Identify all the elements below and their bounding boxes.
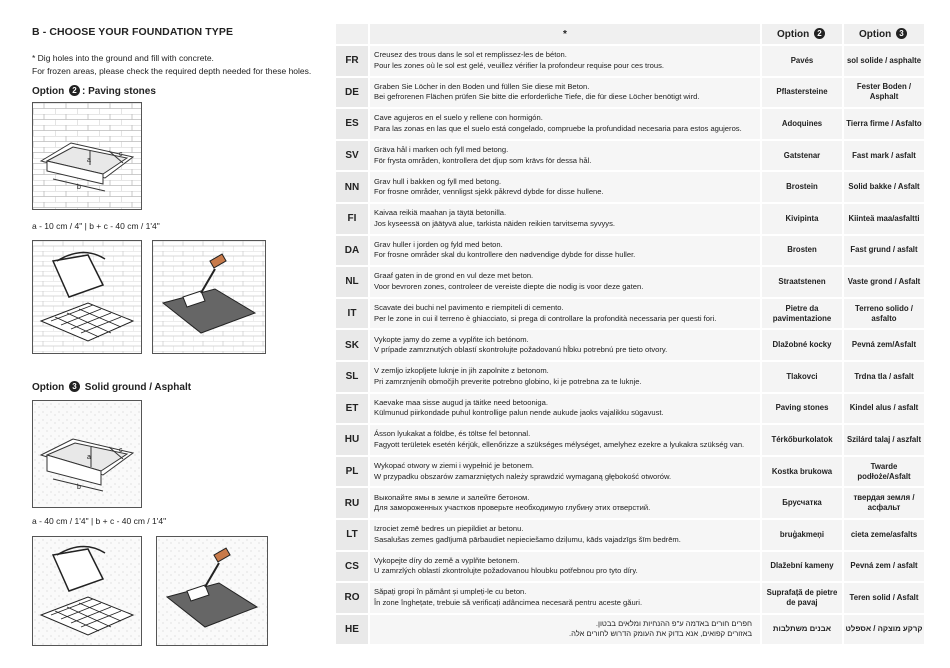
instruction-line-1: Vykopejte díry do země a vyplňte betonem. <box>374 555 520 565</box>
dim-c-label: c <box>119 151 123 158</box>
instruction-line-2: Pour les zones où le sol est gelé, veuillez vérifier la profondeur requise pour ces trous. <box>374 60 664 70</box>
pour-concrete-diagram <box>32 240 142 354</box>
lang-code: CS <box>336 551 369 583</box>
instruction-line-1: חפרים חורים באדמה ע"פ ההנחיות ומלאים בבטון. <box>595 618 752 628</box>
instruction-text <box>369 171 761 203</box>
option2-term: Brostein <box>761 171 843 203</box>
option3-term: Vaste grond / Asfalt <box>843 266 924 298</box>
option3-term: Solid bakke / Asfalt <box>843 171 924 203</box>
instruction-text <box>369 298 761 330</box>
note-line-1: * Dig holes into the ground and fill with concrete. <box>32 53 214 63</box>
option2-term: Брусчатка <box>761 487 843 519</box>
table-row <box>336 519 924 551</box>
option3-term: Teren solid / Asfalt <box>843 582 924 614</box>
instruction-line-2: Sasalušas zemes gadījumā pārbaudiet nepieciešamo dziļumu, kāds vajadzīgs šīm bedrēm. <box>374 534 681 544</box>
instruction-text <box>369 235 761 267</box>
table-header-row <box>336 24 924 45</box>
option2-dimensions: a - 10 cm / 4" | b + c - 40 cm / 1'4" <box>32 221 160 231</box>
instruction-text <box>369 266 761 298</box>
table-row <box>336 298 924 330</box>
lang-code: DE <box>336 77 369 109</box>
lang-code: HU <box>336 424 369 456</box>
lang-code: IT <box>336 298 369 330</box>
option2-term: Paving stones <box>761 393 843 425</box>
instruction-line-2: Per le zone in cui il terreno è ghiacciato, si prega di controllare la profondità necessaria per questi fori. <box>374 313 717 323</box>
table-row <box>336 424 924 456</box>
table-row <box>336 551 924 583</box>
instruction-line-2: באזורים קפואים, אנא בדוק את העומק הדרוש לחורים אלה. <box>569 629 752 639</box>
instruction-text <box>369 551 761 583</box>
option2-term: Dlažobné kocky <box>761 329 843 361</box>
instruction-text <box>369 203 761 235</box>
bucket-pour-illustration <box>33 241 141 353</box>
header-option2 <box>761 24 843 45</box>
option2-term: Térkőburkolatok <box>761 424 843 456</box>
instruction-text <box>369 519 761 551</box>
lang-code: HE <box>336 614 369 646</box>
instruction-line-2: Para las zonas en las que el suelo está congelado, compruebe la profundidad necesaria para estos agujeros. <box>374 123 742 133</box>
instruction-text <box>369 45 761 77</box>
option3-term: sol solide / asphalte <box>843 45 924 77</box>
option2-term: Adoquines <box>761 108 843 140</box>
option3-heading <box>32 381 191 393</box>
option2-badge: 2 <box>69 85 80 96</box>
table-row <box>336 140 924 172</box>
option2-label: : Paving stones <box>82 86 156 97</box>
lang-code: ET <box>336 393 369 425</box>
instruction-line-1: Scavate dei buchi nel pavimento e riempiteli di cemento. <box>374 303 564 313</box>
lang-code: NL <box>336 266 369 298</box>
note-line-2: For frozen areas, please check the required depth needed for these holes. <box>32 65 312 76</box>
instruction-text <box>369 614 761 646</box>
instruction-line-1: V zemljo izkopljete luknje in jih zapolnite z betonom. <box>374 366 549 376</box>
option3-term: Szilárd talaj / aszfalt <box>843 424 924 456</box>
instruction-line-2: Fagyott területek esetén kérjük, ellenőrizze a szükséges mélységet, amelyhez ezekre a lyukakra szükség van. <box>374 439 745 449</box>
instruction-line-1: Cave agujeros en el suelo y rellene con hormigón. <box>374 113 543 123</box>
lang-code: FR <box>336 45 369 77</box>
option2-term: Pietre da pavimentazione <box>761 298 843 330</box>
instruction-text <box>369 424 761 456</box>
option3-label: Solid ground / Asphalt <box>84 382 192 393</box>
header-option3 <box>843 24 924 45</box>
option2-term: Dlažební kameny <box>761 551 843 583</box>
trowel-illustration <box>153 241 265 353</box>
option3-term: Kindel alus / asfalt <box>843 393 924 425</box>
instruction-line-2: Bei gefrorenen Flächen prüfen Sie bitte die erforderliche Tiefe, die für diese Löcher benötigt wird. <box>374 92 700 102</box>
instruction-text <box>369 361 761 393</box>
table-row <box>336 361 924 393</box>
option3-term: Kiinteä maa/asfaltti <box>843 203 924 235</box>
instruction-line-2: For frosne områder, vennligst sjekk påkrevd dybde for disse hullene. <box>374 187 604 197</box>
instruction-text <box>369 77 761 109</box>
instruction-line-2: Voor bevroren zones, controleer de vereiste diepte die nodig is voor deze gaten. <box>374 281 644 291</box>
instruction-line-1: Vykopte jamy do zeme a vyplňte ich betónom. <box>374 334 529 344</box>
instruction-line-1: Выкопайте ямы в земле и залейте бетоном. <box>374 492 530 502</box>
lang-code: RO <box>336 582 369 614</box>
left-panel <box>32 26 332 77</box>
table-row <box>336 582 924 614</box>
solid-ground-hole-illustration <box>33 401 141 507</box>
lang-code: SV <box>336 140 369 172</box>
option2-prefix: Option <box>32 86 65 97</box>
dim-b-label-2: b <box>77 484 81 491</box>
paving-hole-illustration <box>33 103 141 209</box>
instruction-text <box>369 456 761 488</box>
option2-term: bruģakmeņi <box>761 519 843 551</box>
lang-code: SL <box>336 361 369 393</box>
option2-term: Straatstenen <box>761 266 843 298</box>
instruction-line-2: Pri zamrznjenih območjih preverite potrebno globino, ki je potrebna za te luknje. <box>374 376 642 386</box>
instruction-line-1: Grav huller i jorden og fyld med beton. <box>374 239 503 249</box>
dim-b-label: b <box>77 184 81 191</box>
option3-term: твердая земля / асфальт <box>843 487 924 519</box>
option3-term: Pevná zem / asfalt <box>843 551 924 583</box>
option3-term: קרקע מוצקה / אספלט <box>843 614 924 646</box>
lang-code: PL <box>336 456 369 488</box>
instruction-line-2: För frysta områden, kontrollera det djup som krävs för dessa hål. <box>374 155 592 165</box>
translation-table <box>336 24 924 646</box>
dim-c-label-2: c <box>119 447 123 454</box>
instruction-line-1: Izrociet zemē bedres un piepildiet ar betonu. <box>374 524 524 534</box>
option2-term: Gatstenar <box>761 140 843 172</box>
option3-dimensions: a - 40 cm / 1'4" | b + c - 40 cm / 1'4" <box>32 516 167 526</box>
bucket-pour-illustration-2 <box>33 537 141 645</box>
instruction-note <box>32 52 332 77</box>
instruction-line-1: Gräva hål i marken och fyll med betong. <box>374 145 509 155</box>
instruction-line-2: W przypadku obszarów zamarzniętych należy sprawdzić wymaganą głębokość otworów. <box>374 471 672 481</box>
lang-code: FI <box>336 203 369 235</box>
instruction-line-1: Wykopać otwory w ziemi i wypełnić je betonem. <box>374 461 534 471</box>
table-row <box>336 77 924 109</box>
instruction-line-2: Jos kyseessä on jäätyvä alue, tarkista näiden reikien tarvitsema syvyys. <box>374 218 615 228</box>
pour-concrete-diagram-2 <box>32 536 142 646</box>
instruction-line-1: Săpați gropi în pământ și umpleți-le cu beton. <box>374 587 527 597</box>
lang-code: SK <box>336 329 369 361</box>
table-row <box>336 266 924 298</box>
instruction-line-2: În zone înghețate, trebuie să verificați adâncimea necesară pentru aceste găuri. <box>374 597 643 607</box>
header-option3-label: Option <box>859 29 892 40</box>
instruction-line-1: Graaf gaten in de grond en vul deze met beton. <box>374 271 534 281</box>
option2-term: Kivipinta <box>761 203 843 235</box>
header-lang-cell <box>336 24 369 45</box>
instruction-text <box>369 329 761 361</box>
table-row <box>336 456 924 488</box>
option3-term: Trdna tla / asfalt <box>843 361 924 393</box>
option3-term: Fast mark / asfalt <box>843 140 924 172</box>
instruction-line-2: V prípade zamrznutých oblastí skontrolujte požadovanú hĺbku potrebnú pre tieto otvory. <box>374 345 668 355</box>
table-row <box>336 171 924 203</box>
table-row <box>336 235 924 267</box>
option3-term: Pevná zem/Asfalt <box>843 329 924 361</box>
table-row <box>336 108 924 140</box>
table-row <box>336 614 924 646</box>
option2-term: אבנים משתלבות <box>761 614 843 646</box>
option2-term: Pflastersteine <box>761 77 843 109</box>
option2-term: Kostka brukowa <box>761 456 843 488</box>
instruction-line-1: Grav hull i bakken og fyll med betong. <box>374 176 502 186</box>
option3-term: Fast grund / asfalt <box>843 235 924 267</box>
instruction-line-1: Graben Sie Löcher in den Boden und füllen Sie diese mit Beton. <box>374 81 590 91</box>
paving-hole-diagram <box>32 102 142 210</box>
trowel-smooth-diagram <box>152 240 266 354</box>
option2-term: Brosten <box>761 235 843 267</box>
table-row <box>336 329 924 361</box>
instruction-line-2: For frosne områder skal du kontrollere den nødvendige dybde for disse huller. <box>374 250 636 260</box>
option3-term: Twarde podłoże/Asfalt <box>843 456 924 488</box>
table-row <box>336 393 924 425</box>
solid-ground-hole-diagram <box>32 400 142 508</box>
header-option2-label: Option <box>777 29 810 40</box>
instruction-line-1: Creusez des trous dans le sol et remplissez-les de béton. <box>374 50 567 60</box>
option3-prefix: Option <box>32 382 65 393</box>
header-star: * <box>369 24 761 45</box>
instruction-line-1: Kaivaa reikiä maahan ja täytä betonilla. <box>374 208 507 218</box>
option3-term: Fester Boden / Asphalt <box>843 77 924 109</box>
instruction-text <box>369 487 761 519</box>
instruction-line-2: U zamrzlých oblastí zkontrolujte požadovanou hloubku potřebnou pro tyto díry. <box>374 566 638 576</box>
lang-code: ES <box>336 108 369 140</box>
dim-a-label-2: a <box>87 454 91 461</box>
lang-code: RU <box>336 487 369 519</box>
section-title: B - CHOOSE YOUR FOUNDATION TYPE <box>32 26 234 38</box>
dim-a-label: a <box>87 157 91 164</box>
instruction-text <box>369 108 761 140</box>
table-row <box>336 203 924 235</box>
option3-term: cieta zeme/asfalts <box>843 519 924 551</box>
lang-code: DA <box>336 235 369 267</box>
option3-term: Tierra firme / Asfalto <box>843 108 924 140</box>
table-row <box>336 487 924 519</box>
instruction-line-1: Ásson lyukakat a földbe, és töltse fel betonnal. <box>374 429 531 439</box>
header-option3-badge: 3 <box>896 28 907 39</box>
option2-term: Suprafață de pietre de pavaj <box>761 582 843 614</box>
option2-term: Tlakovci <box>761 361 843 393</box>
instruction-line-2: Külmunud piirkondade puhul kontrollige palun nende aukude jaoks vajalikku sügavust. <box>374 408 664 418</box>
instruction-line-2: Для замороженных участков проверьте необходимую глубину этих отверстий. <box>374 503 651 513</box>
option2-heading <box>32 85 156 97</box>
option3-term: Terreno solido / asfalto <box>843 298 924 330</box>
lang-code: NN <box>336 171 369 203</box>
option2-term: Pavés <box>761 45 843 77</box>
header-option2-badge: 2 <box>814 28 825 39</box>
instruction-text <box>369 582 761 614</box>
instruction-line-1: Kaevake maa sisse augud ja täitke need betooniga. <box>374 397 548 407</box>
instruction-text <box>369 393 761 425</box>
instruction-text <box>369 140 761 172</box>
option3-badge: 3 <box>69 381 80 392</box>
lang-code: LT <box>336 519 369 551</box>
trowel-illustration-2 <box>157 537 267 645</box>
trowel-smooth-diagram-2 <box>156 536 268 646</box>
table-row <box>336 45 924 77</box>
